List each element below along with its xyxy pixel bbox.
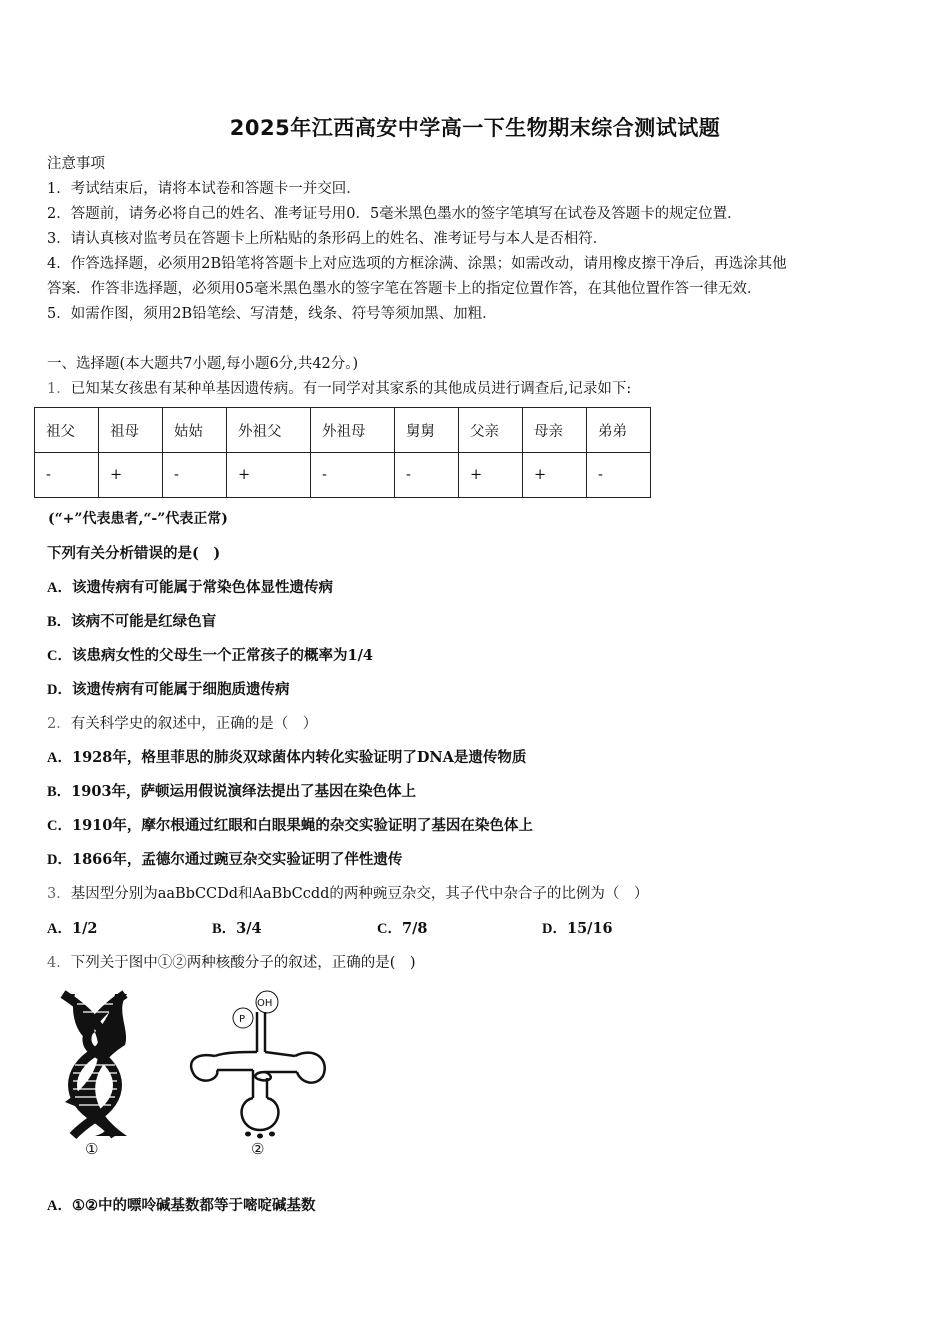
option-a: A．①②中的嘌呤碱基数都等于嘧啶碱基数	[47, 1197, 316, 1214]
question-text: 下列关于图中①②两种核酸分子的叙述，正确的是( )	[70, 955, 416, 971]
notice-line: 答案．作答非选择题，必须用05毫米黑色墨水的签字笔在答题卡上的指定位置作答，在其他位置作答一律无效．	[47, 281, 762, 297]
question-text: 已知某女孩患有某种单基因遗传病。有一同学对其家系的其他成员进行调查后,记录如下:	[70, 381, 632, 397]
question-text: 基因型分别为aaBbCCDd和AaBbCcdd的两种豌豆杂交，其子代中杂合子的比例为（ ）	[70, 886, 649, 902]
table-cell: +	[227, 453, 311, 498]
option-c: C．该患病女性的父母生一个正常孩子的概率为1/4	[47, 647, 373, 664]
option-d: D．15/16	[542, 920, 613, 937]
table-legend: (“+”代表患者,“-”代表正常)	[48, 511, 228, 527]
question-1	[47, 377, 631, 398]
question-2	[47, 712, 317, 733]
notice-heading: 注意事项	[47, 156, 105, 172]
section-heading: 一、选择题(本大题共7小题,每小题6分,共42分。)	[47, 356, 359, 372]
table-cell: -	[35, 453, 99, 498]
option-d: D．该遗传病有可能属于细胞质遗传病	[47, 681, 290, 698]
table-header-row	[35, 408, 651, 453]
table-cell: -	[587, 453, 651, 498]
notice-line: 3．请认真核对监考员在答题卡上所粘贴的条形码上的姓名、准考证号与本人是否相符．	[47, 231, 608, 247]
question-number: 2．	[47, 716, 71, 732]
table-cell: +	[459, 453, 523, 498]
figure-label-1: ①	[85, 1140, 99, 1158]
oh-mark: OH	[257, 998, 273, 1009]
notice-line: 1．考试结束后，请将本试卷和答题卡一并交回．	[47, 181, 361, 197]
option-a: A．1/2	[47, 920, 98, 937]
table-cell: -	[311, 453, 395, 498]
table-header-cell: 祖父	[35, 408, 99, 453]
option-b: B．3/4	[212, 920, 262, 937]
table-cell: +	[523, 453, 587, 498]
table-header-cell: 祖母	[99, 408, 163, 453]
nucleic-acid-figure	[55, 990, 355, 1170]
notice-line: 5．如需作图，须用2B铅笔绘、写清楚，线条、符号等须加黑、加粗．	[47, 306, 497, 322]
table-header-cell: 外祖父	[227, 408, 311, 453]
table-header-cell: 母亲	[523, 408, 587, 453]
dna-double-helix-icon	[63, 994, 127, 1136]
question-number: 4．	[47, 955, 71, 971]
question-4	[47, 951, 416, 972]
family-survey-table	[34, 407, 651, 498]
question-text: 有关科学史的叙述中，正确的是（ ）	[70, 716, 318, 732]
notice-line: 4．作答选择题，必须用2B铅笔将答题卡上对应选项的方框涂满、涂黑；如需改动，请用橡皮擦干净后，再选涂其他	[47, 256, 787, 272]
table-row	[35, 453, 651, 498]
table-cell: -	[395, 453, 459, 498]
question-stem: 下列有关分析错误的是( )	[47, 545, 221, 562]
table-header-cell: 外祖母	[311, 408, 395, 453]
anticodon-marks	[245, 1132, 275, 1139]
question-number: 3．	[47, 886, 71, 902]
option-d: D．1866年，孟德尔通过豌豆杂交实验证明了伴性遗传	[47, 851, 403, 868]
table-header-cell: 姑姑	[163, 408, 227, 453]
table-cell: -	[163, 453, 227, 498]
table-header-cell: 舅舅	[395, 408, 459, 453]
page-title: 2025年江西高安中学高一下生物期末综合测试试题	[229, 116, 721, 140]
option-b: B．该病不可能是红绿色盲	[47, 613, 217, 630]
figure-label-2: ②	[251, 1140, 265, 1158]
option-a: A．1928年，格里菲思的肺炎双球菌体内转化实验证明了DNA是遗传物质	[47, 749, 527, 766]
p-mark: P	[239, 1014, 246, 1025]
option-a: A．该遗传病有可能属于常染色体显性遗传病	[47, 579, 333, 596]
table-header-cell: 父亲	[459, 408, 523, 453]
notice-line: 2．答题前，请务必将自己的姓名、准考证号用0．5毫米黑色墨水的签字笔填写在试卷及答题卡的规定位置．	[47, 206, 742, 222]
question-3	[47, 882, 648, 903]
option-c: C．7/8	[377, 920, 428, 937]
question-number: 1．	[47, 381, 71, 397]
table-cell: +	[99, 453, 163, 498]
trna-cloverleaf-icon	[191, 991, 325, 1130]
option-c: C．1910年，摩尔根通过红眼和白眼果蝇的杂交实验证明了基因在染色体上	[47, 817, 533, 834]
option-b: B．1903年，萨顿运用假说演绎法提出了基因在染色体上	[47, 783, 417, 800]
table-header-cell: 弟弟	[587, 408, 651, 453]
